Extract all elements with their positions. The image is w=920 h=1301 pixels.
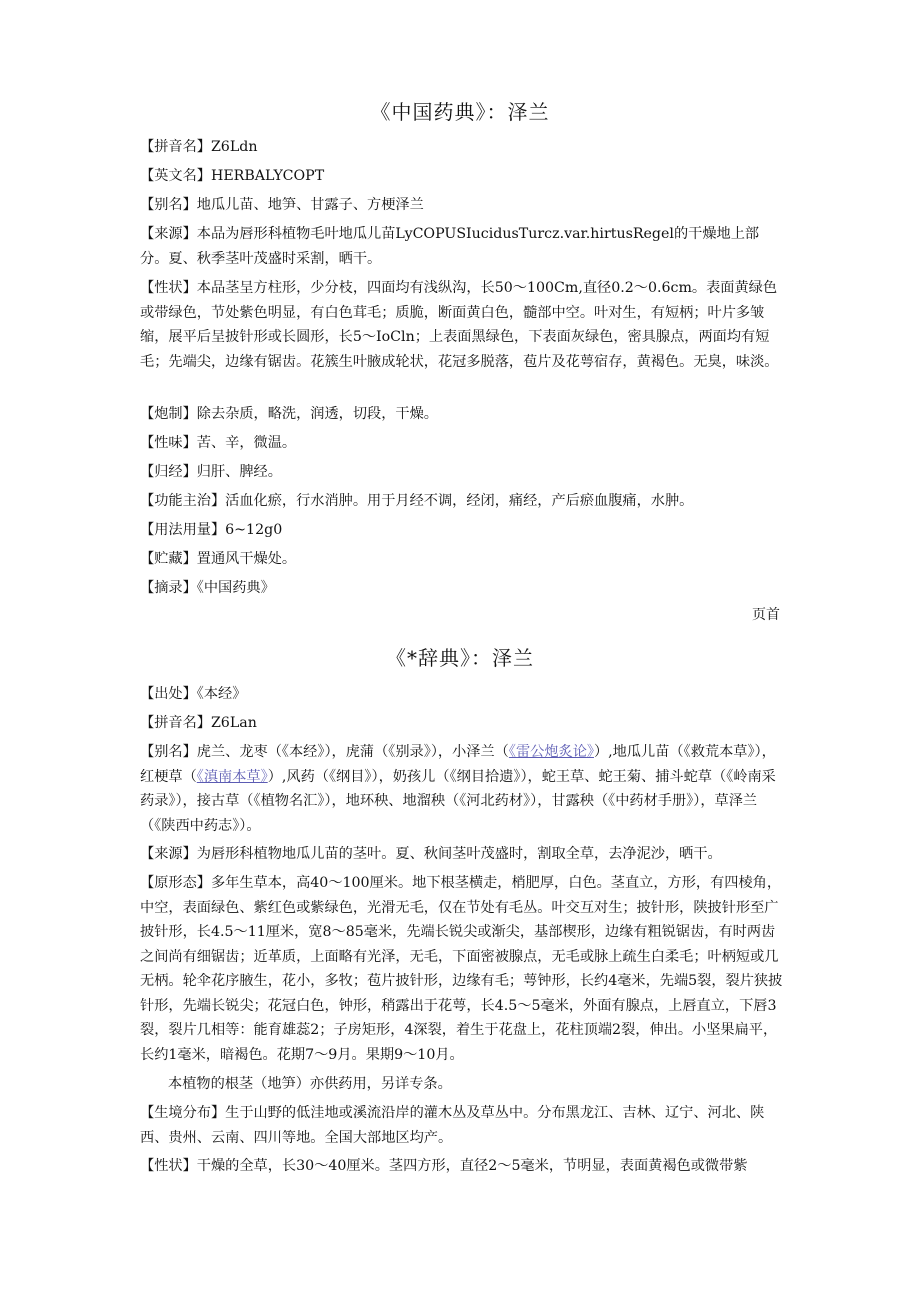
entry-label: 【性状】 (140, 1158, 197, 1174)
entry-label: 【归经】 (140, 464, 197, 480)
entry-text: ）,风药（《纲目》），奶孩儿（《纲目拾遗》），蛇王草、蛇王菊、捕斗蛇草（《岭南采药录》），接古草（《植物名汇》），地环秧、地溜秧（《河北药材》），甘露秧（《中药材手册》），草泽兰（《陕西中药志》）。 (140, 768, 776, 834)
entry-label: 【来源】 (140, 846, 197, 862)
entry-origin (140, 682, 785, 707)
entry-text: 活血化瘀，行水消肿。用于月经不调，经闭，痛经，产后瘀血腹痛，水肿。 (225, 493, 694, 509)
entry-alias (140, 193, 785, 218)
entry-text: 置通风干燥处。 (196, 551, 297, 567)
entry-text: 干燥的全草，长30～40厘米。茎四方形，直径2～5毫米，节明显，表面黄褐色或微带紫 (196, 1158, 748, 1174)
entry-pinyin (140, 135, 785, 160)
entry-source (140, 222, 785, 271)
back-to-top-link[interactable]: 页首 (752, 607, 780, 623)
entry-text: 本品为唇形科植物毛叶地瓜儿苗LyCOPUSIucidusTurcz.var.hirtusRegel的干燥地上部分。夏、秋季茎叶茂盛时采割，晒干。 (140, 226, 760, 267)
entry-text: 为唇形科植物地瓜儿苗的茎叶。夏、秋间茎叶茂盛时，割取全草，去净泥沙，晒干。 (196, 846, 722, 862)
entry-storage (140, 547, 785, 572)
entry-text: 6~12g0 (225, 522, 283, 538)
entry-label: 【贮藏】 (140, 551, 197, 567)
entry-label: 【用法用量】 (140, 522, 226, 538)
entry-alias-2 (140, 740, 785, 838)
entry-text: Z6Ldn (210, 139, 258, 155)
section-title-pharmacopoeia: 《中国药典》：泽兰 (370, 100, 550, 124)
entry-label: 【摘录】 (140, 580, 197, 596)
entry-label: 【性状】 (140, 280, 197, 296)
reference-link-leigong[interactable]: 《雷公炮炙论》 (508, 744, 594, 760)
entry-label: 【炮制】 (140, 406, 197, 422)
entry-label: 【生境分布】 (140, 1105, 226, 1121)
entry-processing (140, 402, 785, 427)
entry-text: 本品茎呈方柱形，少分枝，四面均有浅纵沟，长50～100Cm,直径0.2～0.6cm。表面黄绿色或带绿色，节处紫色明显，有白色茸毛；质脆，断面黄白色，髓部中空。叶对生，有短柄；叶片多皱缩，展平后呈披针形或长圆形，长5～IoCln；上表面黑绿色，下表面灰绿色，密具腺点，两面均有短毛；先端尖，边缘有锯齿。花簇生叶腋成轮状，花冠多脱落，苞片及花萼宿存，黄褐色。无臭，味淡。 (140, 280, 779, 370)
entry-dosage (140, 518, 785, 543)
entry-label: 【功能主治】 (140, 493, 226, 509)
entry-label: 【出处】 (140, 686, 197, 702)
entry-label: 【别名】 (140, 197, 197, 213)
entry-text: 《中国药典》 (196, 580, 275, 596)
entry-text: 虎兰、龙枣（《本经》），虎蒲（《别录》），小泽兰（ (196, 744, 509, 760)
entry-label: 【来源】 (140, 226, 197, 242)
entry-text: 归肝、脾经。 (196, 464, 282, 480)
entry-note: 本植物的根茎（地笋）亦供药用，另详专条。 (168, 1076, 452, 1092)
entry-text: 《本经》 (196, 686, 247, 702)
entry-text: 除去杂质，略洗，润透，切段，干燥。 (196, 406, 438, 422)
entry-label: 【拼音名】 (140, 715, 211, 731)
entry-label: 【别名】 (140, 744, 197, 760)
entry-text: ）,地瓜儿苗（《救荒本草》），红梗草（ (140, 744, 776, 785)
entry-meridian (140, 460, 785, 485)
entry-excerpt (140, 576, 785, 601)
entry-label: 【原形态】 (140, 875, 211, 891)
entry-taste (140, 431, 785, 456)
entry-source-2 (140, 842, 785, 867)
entry-characteristics-2 (140, 1154, 785, 1179)
entry-label: 【英文名】 (140, 168, 211, 184)
reference-link-diannan[interactable]: 《滇南本草》 (196, 768, 268, 785)
entry-label: 【拼音名】 (140, 139, 211, 155)
entry-text: 地瓜儿苗、地笋、甘露子、方梗泽兰 (196, 197, 424, 213)
entry-pinyin-2 (140, 711, 785, 736)
entry-text: 苦、辛，微温。 (196, 435, 297, 451)
section-title-dictionary: 《*辞典》：泽兰 (386, 646, 534, 670)
entry-english-name (140, 164, 785, 189)
entry-text: HERBALYCOPT (210, 168, 325, 184)
entry-text: 多年生草本，高40～100厘米。地下根茎横走，梢肥厚，白色。茎直立，方形，有四棱角，中空，表面绿色、紫红色或紫绿色，光滑无毛，仅在节处有毛丛。叶交互对生；披针形，陕披针形至广披针形，长4.5～11厘米，宽8～85毫米，先端长锐尖或渐尖，基部楔形，边缘有粗锐锯齿，有时两齿之间尚有细锯齿；近革质，上面略有光泽，无毛，下面密被腺点，无毛或脉上疏生白柔毛；叶柄短或几无柄。轮伞花序腋生，花小，多牧；苞片披针形，边缘有毛；萼钟形，长约4毫米，先端5裂，裂片狭披针形，先端长锐尖；花冠白色，钟形，稍露出于花萼，长4.5～5毫米，外面有腺点，上唇直立，下唇3裂，裂片几相等：能育雄蕊2；子房矩形，4深裂，着生于花盘上，花柱顶端2裂，伸出。小坚果扁平，长约1毫米，暗褐色。花期7～9月。果期9～10月。 (140, 875, 783, 1063)
entry-label: 【性味】 (140, 435, 197, 451)
entry-morphology (140, 871, 785, 1067)
entry-characteristics (140, 276, 785, 374)
entry-text: Z6Lan (210, 715, 257, 731)
entry-text: 生于山野的低洼地或溪流沿岸的灌木丛及草丛中。分布黑龙江、吉林、辽宁、河北、陕西、贵州、云南、四川等地。全国大部地区均产。 (140, 1105, 765, 1146)
entry-habitat (140, 1101, 785, 1150)
entry-functions (140, 489, 785, 514)
